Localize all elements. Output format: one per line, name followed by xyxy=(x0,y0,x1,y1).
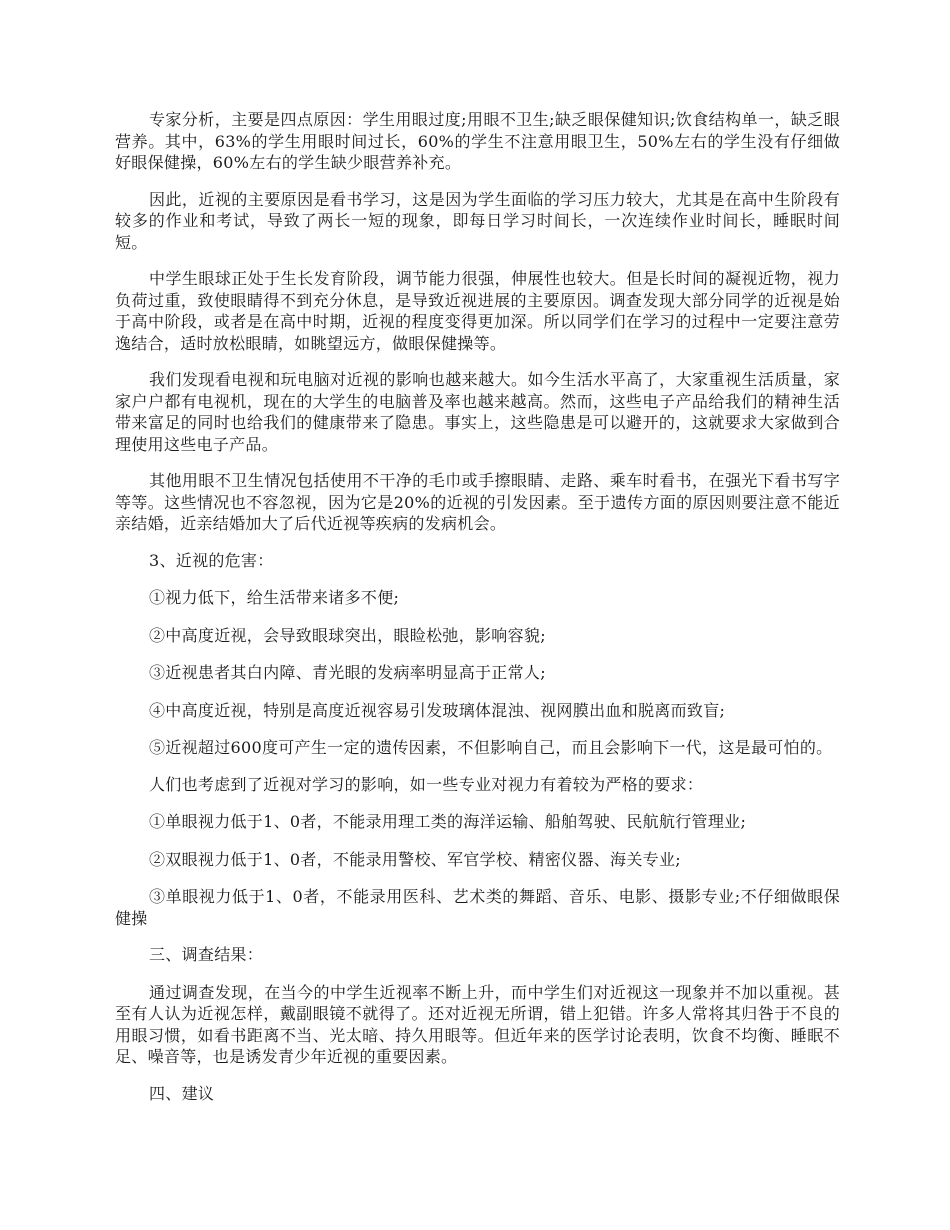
paragraph-electronics: 我们发现看电视和玩电脑对近视的影响也越来越大。如今生活水平高了，大家重视生活质量，家家户户都有电视机，现在的大学生的电脑普及率也越来越高。然而，这些电子产品给我们的精神生活带来富足的同时也给我们的健康带来了隐患。事实上，这些隐患是可以避开的，这就要求大家做到合理使用这些电子产品。 xyxy=(115,370,840,454)
paragraph-expert-analysis: 专家分析，主要是四点原因：学生用眼过度;用眼不卫生;缺乏眼保健知识;饮食结构单一，缺乏眼营养。其中，63%的学生用眼时间过长，60%的学生不注意用眼卫生，50%左右的学生没有仔细做好眼保健操，60%左右的学生缺少眼营养补充。 xyxy=(115,110,840,172)
section-heading-results: 三、调查结果： xyxy=(149,945,264,964)
paragraph-eye-development: 中学生眼球正处于生长发育阶段，调节能力很强，伸展性也较大。但是长时间的凝视近物，视力负荷过重，致使眼睛得不到充分休息，是导致近视进展的主要原因。调查发现大部分同学的近视是始于高中阶段，或者是在高中时期，近视的程度变得更加深。所以同学们在学习的过程中一定要注意劳逸结合，适时放松眼睛，如眺望远方，做眼保健操等。 xyxy=(115,269,840,353)
list-item-requirement-3: ③单眼视力低于1、0者，不能录用医科、艺术类的舞蹈、音乐、电影、摄影专业;不仔细做眼保健操 xyxy=(115,887,840,928)
paragraph-hygiene: 其他用眼不卫生情况包括使用不干净的毛巾或手擦眼睛、走路、乘车时看书，在强光下看书写字等等。这些情况也不容忽视，因为它是20%的近视的引发因素。至于遗传方面的原因则要注意不能近亲结婚，近亲结婚加大了后代近视等疾病的发病机会。 xyxy=(115,471,840,533)
section-heading-harms: 3、近视的危害： xyxy=(149,550,274,570)
paragraph-study-impact: 人们也考虑到了近视对学习的影响，如一些专业对视力有着较为严格的要求： xyxy=(149,774,704,794)
list-item-requirement-2: ②双眼视力低于1、0者，不能录用警校、军官学校、精密仪器、海关专业; xyxy=(149,849,681,869)
list-item-harm-5: ⑤近视超过600度可产生一定的遗传因素，不但影响自己，而且会影响下一代，这是最可怕的。 xyxy=(149,738,833,757)
list-item-harm-3: ③近视患者其白内障、青光眼的发病率明显高于正常人; xyxy=(149,663,546,682)
document-body xyxy=(115,109,840,1120)
list-item-requirement-1: ①单眼视力低于1、0者，不能录用理工类的海洋运输、船舶驾驶、民航航行管理业; xyxy=(149,812,747,831)
list-item-harm-1: ①视力低下，给生活带来诸多不便; xyxy=(149,588,400,607)
paragraph-survey-findings: 通过调查发现，在当今的中学生近视率不断上升，而中学生们对近视这一现象并不加以重视。甚至有人认为近视怎样，戴副眼镜不就得了。还对近视无所谓，错上犯错。许多人常将其归咎于不良的用眼习惯，如看书距离不当、光太暗、持久用眼等。但近年来的医学讨论表明，饮食不均衡、睡眠不足、噪音等，也是诱发青少年近视的重要因素。 xyxy=(115,982,840,1066)
list-item-harm-4: ④中高度近视，特别是高度近视容易引发玻璃体混浊、视网膜出血和脱离而致盲; xyxy=(149,700,726,720)
paragraph-main-cause: 因此，近视的主要原因是看书学习，这是因为学生面临的学习压力较大，尤其是在高中生阶段有较多的作业和考试，导致了两长一短的现象，即每日学习时间长，一次连续作业时间长，睡眠时间短。 xyxy=(115,189,840,252)
section-heading-suggestions: 四、建议 xyxy=(149,1083,215,1103)
list-item-harm-2: ②中高度近视，会导致眼球突出，眼睑松弛，影响容貌; xyxy=(149,625,546,645)
